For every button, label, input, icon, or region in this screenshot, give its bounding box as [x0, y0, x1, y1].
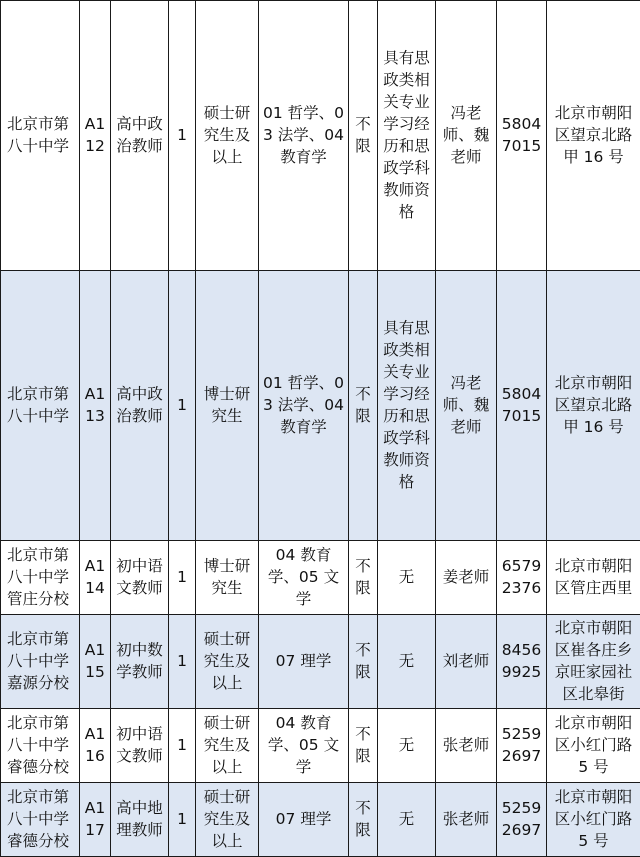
qualification-cell: 无 [378, 614, 436, 708]
address-cell: 北京市朝阳区望京北路甲 16 号 [547, 270, 640, 540]
phone-cell: 52592697 [497, 782, 547, 856]
other-requirement-cell: 不限 [349, 708, 378, 782]
table-row [1, 270, 640, 540]
education-cell: 硕士研究生及以上 [196, 782, 259, 856]
contact-person-cell: 刘老师 [436, 614, 497, 708]
qualification-cell: 无 [378, 540, 436, 614]
table-row [1, 1, 640, 271]
table-row [1, 782, 640, 856]
education-cell: 博士研究生 [196, 270, 259, 540]
headcount-cell: 1 [169, 1, 196, 271]
headcount-cell: 1 [169, 614, 196, 708]
position-code-cell: A115 [80, 614, 111, 708]
qualification-cell: 无 [378, 782, 436, 856]
position-code-cell: A113 [80, 270, 111, 540]
education-cell: 硕士研究生及以上 [196, 1, 259, 271]
table-row [1, 614, 640, 708]
position-code-cell: A112 [80, 1, 111, 271]
headcount-cell: 1 [169, 782, 196, 856]
school-cell: 北京市第八十中学睿德分校 [1, 782, 80, 856]
position-name-cell: 初中数学教师 [111, 614, 169, 708]
qualification-cell: 具有思政类相关专业学习经历和思政学科教师资格 [378, 270, 436, 540]
phone-cell: 58047015 [497, 1, 547, 271]
address-cell: 北京市朝阳区管庄西里 [547, 540, 640, 614]
education-cell: 博士研究生 [196, 540, 259, 614]
school-cell: 北京市第八十中学 [1, 1, 80, 271]
table-row [1, 708, 640, 782]
position-name-cell: 高中政治教师 [111, 1, 169, 271]
address-cell: 北京市朝阳区小红门路 5 号 [547, 782, 640, 856]
qualification-cell: 无 [378, 708, 436, 782]
table-body [1, 1, 640, 857]
phone-cell: 58047015 [497, 270, 547, 540]
headcount-cell: 1 [169, 540, 196, 614]
contact-person-cell: 冯老师、魏老师 [436, 270, 497, 540]
education-cell: 硕士研究生及以上 [196, 614, 259, 708]
position-code-cell: A114 [80, 540, 111, 614]
other-requirement-cell: 不限 [349, 540, 378, 614]
other-requirement-cell: 不限 [349, 1, 378, 271]
table-row [1, 540, 640, 614]
position-name-cell: 高中地理教师 [111, 782, 169, 856]
major-cell: 07 理学 [259, 614, 349, 708]
position-code-cell: A116 [80, 708, 111, 782]
contact-person-cell: 姜老师 [436, 540, 497, 614]
headcount-cell: 1 [169, 708, 196, 782]
major-cell: 04 教育学、05 文学 [259, 540, 349, 614]
address-cell: 北京市朝阳区小红门路 5 号 [547, 708, 640, 782]
major-cell: 07 理学 [259, 782, 349, 856]
contact-person-cell: 张老师 [436, 708, 497, 782]
major-cell: 01 哲学、03 法学、04 教育学 [259, 270, 349, 540]
position-name-cell: 高中政治教师 [111, 270, 169, 540]
education-cell: 硕士研究生及以上 [196, 708, 259, 782]
contact-person-cell: 张老师 [436, 782, 497, 856]
address-cell: 北京市朝阳区崔各庄乡京旺家园社区北皋街 [547, 614, 640, 708]
position-code-cell: A117 [80, 782, 111, 856]
school-cell: 北京市第八十中学嘉源分校 [1, 614, 80, 708]
phone-cell: 65792376 [497, 540, 547, 614]
other-requirement-cell: 不限 [349, 614, 378, 708]
other-requirement-cell: 不限 [349, 270, 378, 540]
address-cell: 北京市朝阳区望京北路甲 16 号 [547, 1, 640, 271]
major-cell: 01 哲学、03 法学、04 教育学 [259, 1, 349, 271]
position-name-cell: 初中语文教师 [111, 708, 169, 782]
phone-cell: 52592697 [497, 708, 547, 782]
contact-person-cell: 冯老师、魏老师 [436, 1, 497, 271]
headcount-cell: 1 [169, 270, 196, 540]
major-cell: 04 教育学、05 文学 [259, 708, 349, 782]
other-requirement-cell: 不限 [349, 782, 378, 856]
school-cell: 北京市第八十中学 [1, 270, 80, 540]
qualification-cell: 具有思政类相关专业学习经历和思政学科教师资格 [378, 1, 436, 271]
school-cell: 北京市第八十中学睿德分校 [1, 708, 80, 782]
position-name-cell: 初中语文教师 [111, 540, 169, 614]
school-cell: 北京市第八十中学管庄分校 [1, 540, 80, 614]
phone-cell: 84569925 [497, 614, 547, 708]
